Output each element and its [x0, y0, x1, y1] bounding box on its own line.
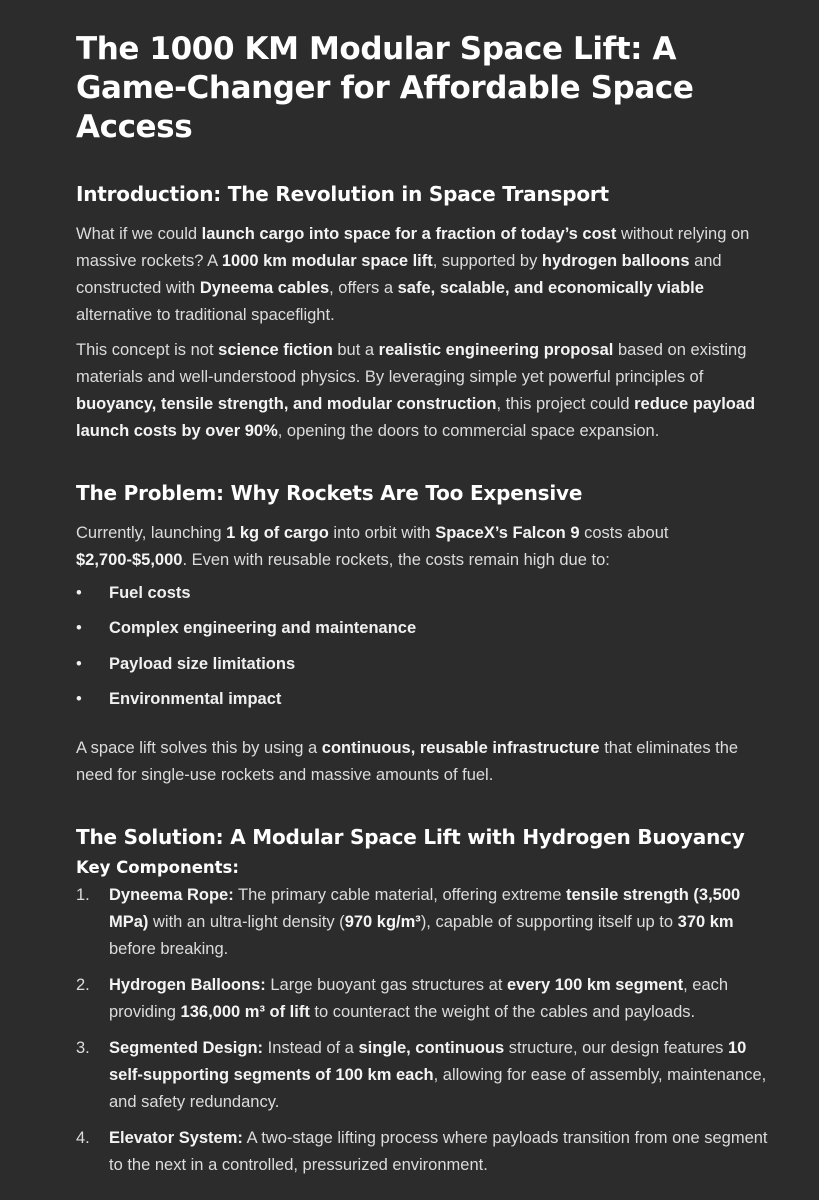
- bullet-marker: •: [76, 690, 82, 709]
- list-item-text: Payload size limitations: [109, 654, 296, 673]
- bold-text: 1000 km modular space lift: [221, 252, 433, 270]
- bold-text: 970 kg/m³: [344, 913, 421, 932]
- bold-text: science fiction: [218, 341, 333, 359]
- text: Instead of a: [263, 1039, 359, 1058]
- list-item: [76, 651, 779, 678]
- text: ), capable of supporting itself up to: [420, 913, 678, 932]
- text: Currently, launching: [76, 524, 227, 542]
- cost-factors-list: [76, 580, 779, 713]
- text: and constructed with: [76, 252, 722, 297]
- text: to counteract the weight of the cables and payloads.: [309, 1003, 696, 1022]
- intro-paragraph-1: [76, 221, 779, 329]
- list-number: 3.: [76, 1039, 90, 1058]
- intro-paragraph-2: [76, 337, 779, 445]
- bold-text: 370 km: [677, 913, 734, 932]
- item-label: Dyneema Rope:: [109, 886, 234, 905]
- text: . Even with reusable rockets, the costs remain high due to:: [182, 551, 610, 569]
- text: based on existing materials and well-understood physics. By leveraging simple yet powerful principles of: [76, 341, 747, 386]
- text: alternative to traditional spaceflight.: [76, 306, 335, 324]
- bold-text: 10 self-supporting segments of 100 km each: [109, 1039, 747, 1085]
- intro-heading: Introduction: The Revolution in Space Transport: [76, 182, 609, 206]
- text: , offers a: [329, 279, 398, 297]
- bold-text: reduce payload launch costs by over 90%: [76, 395, 756, 440]
- solution-heading: The Solution: A Modular Space Lift with Hydrogen Buoyancy: [76, 825, 745, 850]
- text: , opening the doors to commercial space expansion.: [277, 422, 660, 440]
- list-number: 2.: [76, 976, 90, 995]
- list-item: [76, 615, 779, 642]
- bullet-marker: •: [76, 654, 82, 673]
- bold-text: $2,700-$5,000: [76, 551, 183, 569]
- problem-heading: The Problem: Why Rockets Are Too Expensive: [76, 481, 583, 505]
- bold-text: 1 kg of cargo: [226, 524, 329, 542]
- text: , supported by: [432, 252, 542, 270]
- text: This concept is not: [76, 341, 219, 359]
- text: A two-stage lifting process where payloads transition from one segment to the next in a controlled, pressurized environment.: [109, 1129, 768, 1175]
- bold-text: realistic engineering proposal: [378, 341, 614, 359]
- list-item: [76, 1125, 779, 1179]
- text: Large buoyant gas structures at: [265, 976, 507, 995]
- text: structure, our design features: [504, 1039, 728, 1058]
- key-components-subheading: Key Components:: [76, 858, 239, 878]
- list-number: 4.: [76, 1129, 90, 1148]
- bold-text: buoyancy, tensile strength, and modular construction: [76, 395, 497, 413]
- bold-text: 136,000 m³ of lift: [180, 1003, 310, 1022]
- bold-text: tensile strength (3,500 MPa): [109, 886, 741, 932]
- bold-text: SpaceX’s Falcon 9: [435, 524, 580, 542]
- problem-paragraph-2: [76, 735, 779, 789]
- text: with an ultra-light density (: [148, 913, 345, 932]
- list-number: 1.: [76, 886, 90, 905]
- bullet-marker: •: [76, 584, 82, 602]
- list-item: [76, 882, 779, 963]
- item-label: Elevator System:: [109, 1129, 243, 1148]
- bold-text: single, continuous: [358, 1039, 505, 1058]
- bold-text: every 100 km segment: [507, 976, 684, 995]
- text: costs about: [579, 524, 669, 542]
- list-item: [76, 686, 779, 713]
- bold-text: continuous, reusable infrastructure: [321, 739, 600, 758]
- list-item-text: Complex engineering and maintenance: [109, 619, 417, 638]
- list-item-text: Environmental impact: [109, 690, 282, 709]
- bullet-marker: •: [76, 619, 82, 638]
- list-item: [76, 972, 779, 1026]
- text: that eliminates the need for single-use rockets and massive amounts of fuel.: [76, 739, 739, 785]
- text: but a: [332, 341, 379, 359]
- bold-text: launch cargo into space for a fraction of today’s cost: [201, 225, 617, 243]
- page-title: The 1000 KM Modular Space Lift: A Game-Changer for Affordable Space Access: [76, 31, 694, 145]
- bold-text: Dyneema cables: [199, 279, 330, 297]
- problem-paragraph-1: [76, 520, 779, 574]
- list-item: [76, 1035, 779, 1116]
- text: without relying on massive rockets? A: [76, 225, 750, 270]
- bold-text: hydrogen balloons: [541, 252, 690, 270]
- text: before breaking.: [109, 940, 229, 959]
- text: , allowing for ease of assembly, maintenance, and safety redundancy.: [109, 1066, 767, 1112]
- item-label: Hydrogen Balloons:: [109, 976, 266, 995]
- text: , this project could: [496, 395, 635, 413]
- text: What if we could: [76, 225, 202, 243]
- bold-text: safe, scalable, and economically viable: [397, 279, 704, 297]
- text: into orbit with: [328, 524, 436, 542]
- text: The primary cable material, offering extreme: [233, 886, 566, 905]
- item-label: Segmented Design:: [109, 1039, 264, 1058]
- text: A space lift solves this by using a: [76, 739, 322, 758]
- text: , each providing: [109, 976, 729, 1022]
- key-components-list: [76, 882, 779, 1179]
- list-item-text: Fuel costs: [109, 584, 191, 602]
- list-item: [76, 580, 779, 607]
